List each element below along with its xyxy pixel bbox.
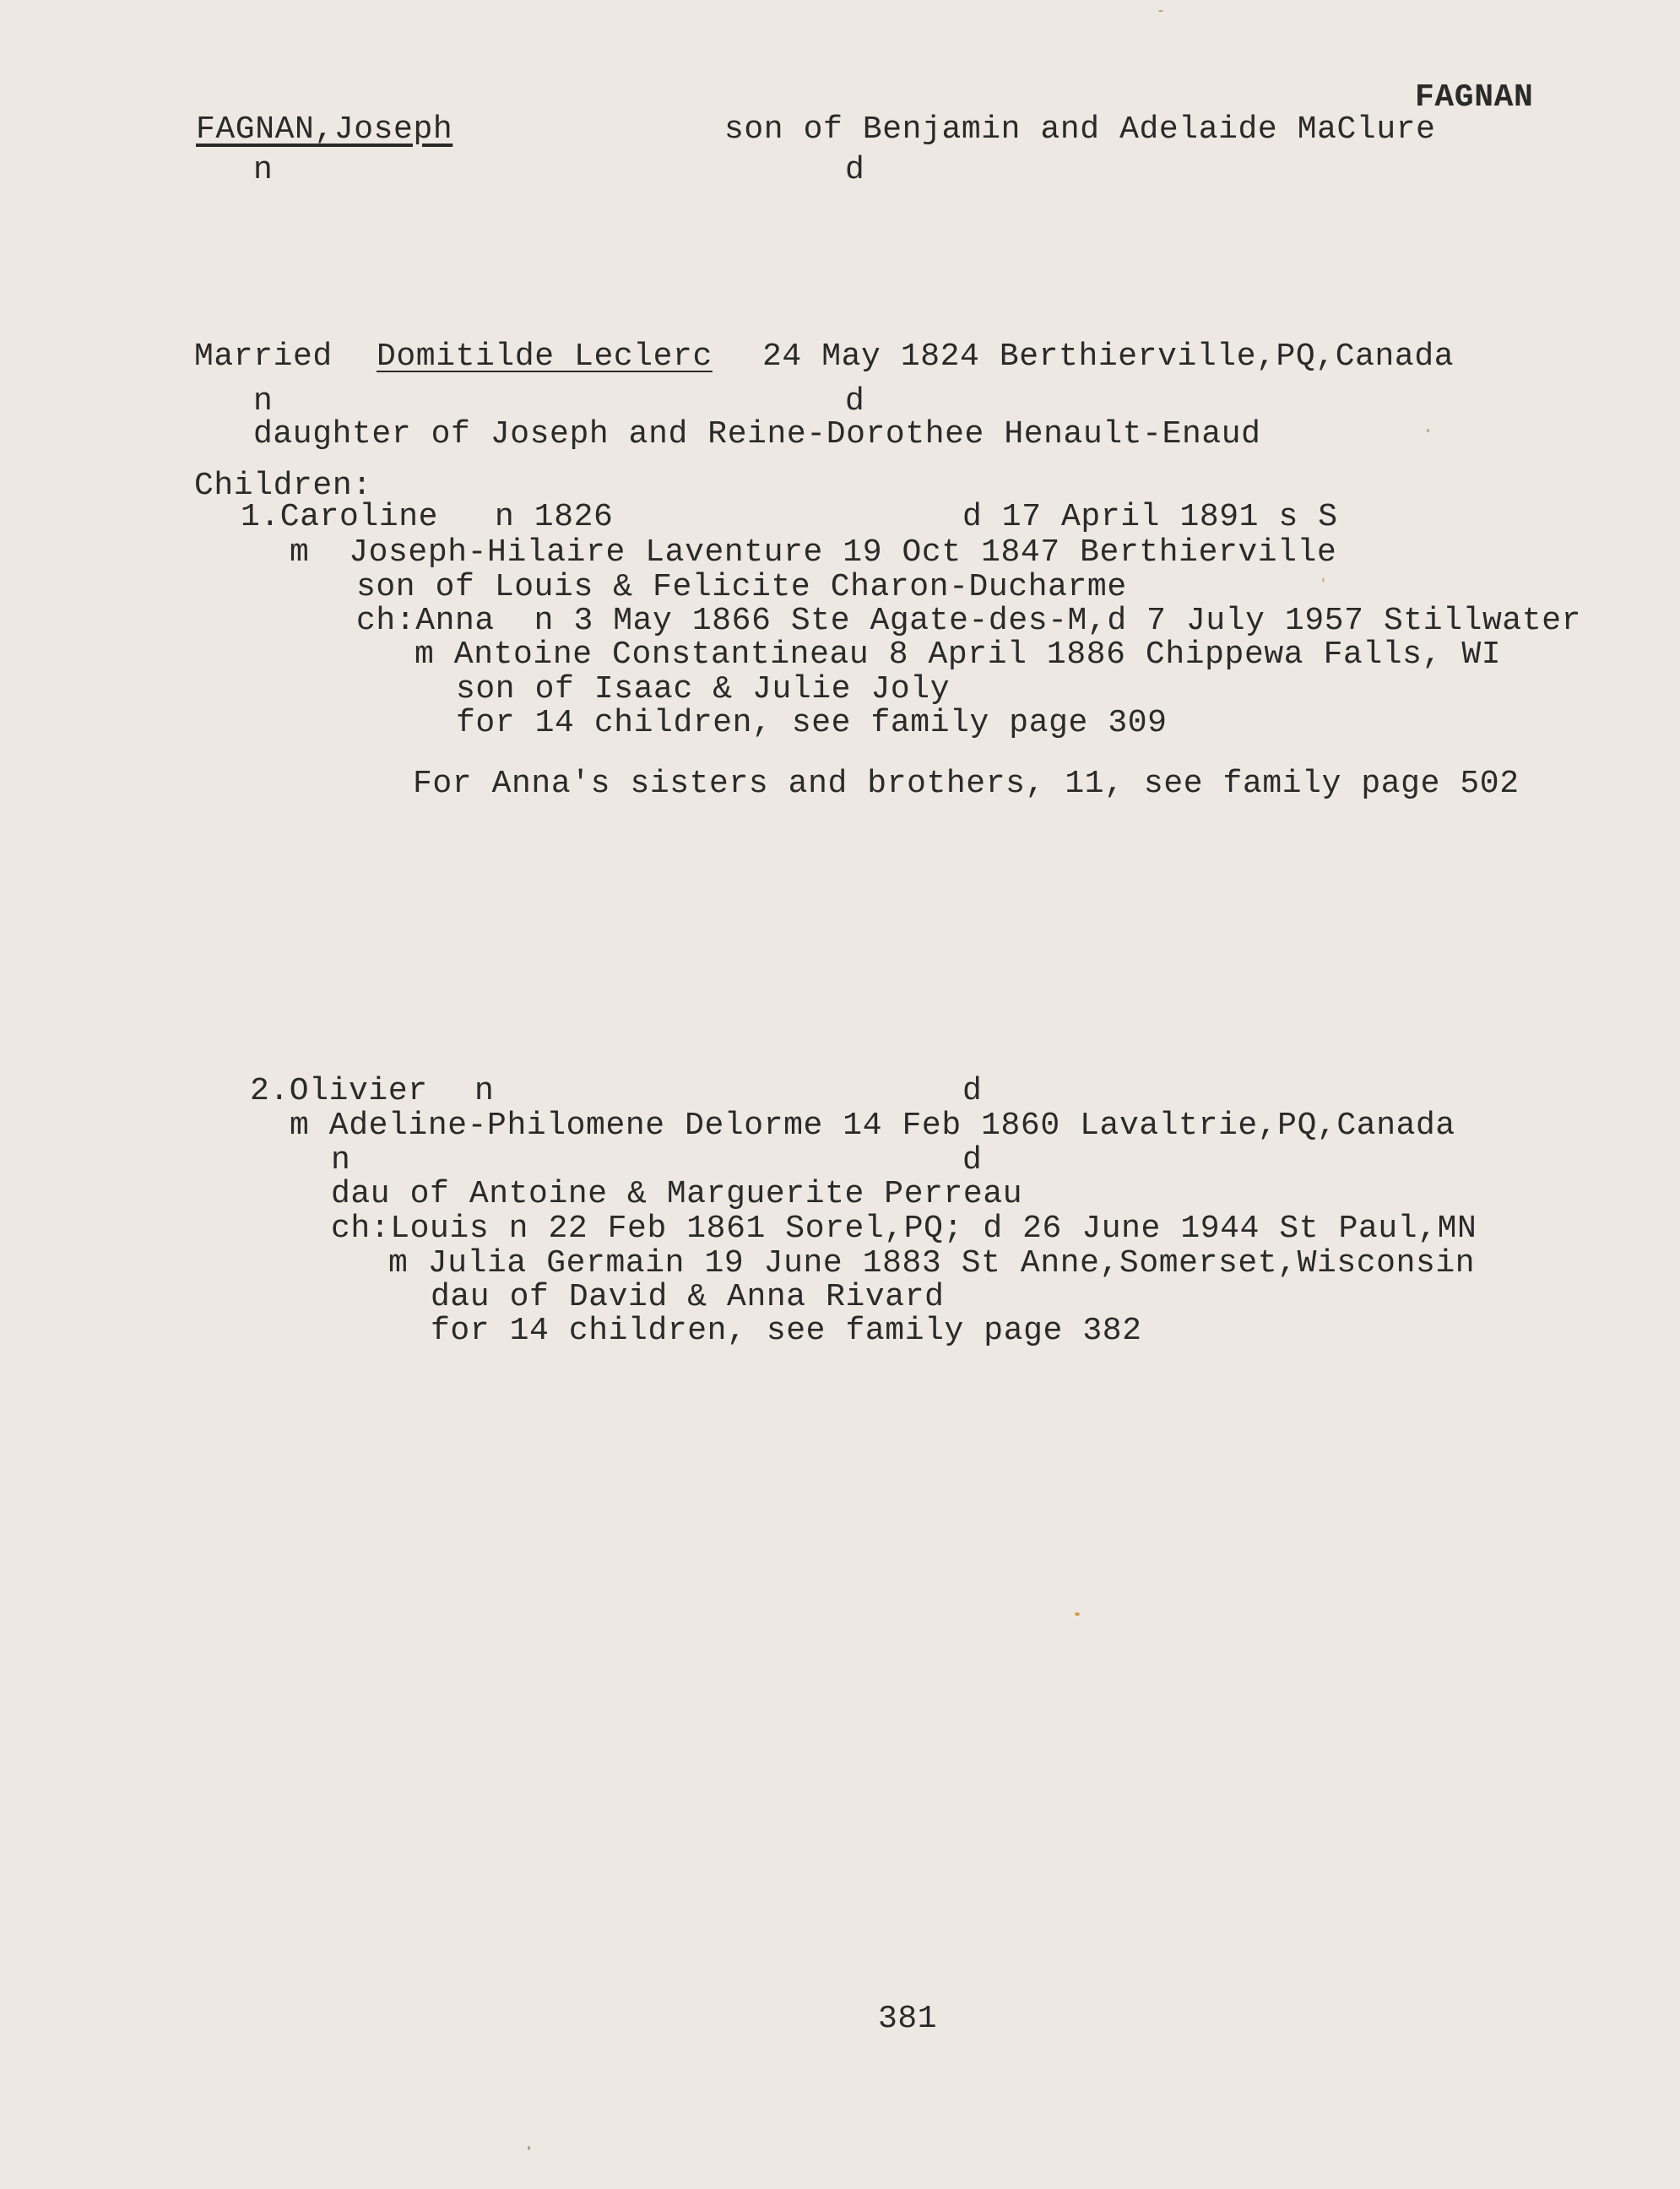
spouse-born-label: n [253,383,274,420]
child2-marriage: m Adeline-Philomene Delorme 14 Feb 1860 Lavaltrie,PQ,Canada [290,1108,1455,1144]
child2-spouse-died-label: d [962,1142,983,1178]
surname-tag: FAGNAN [1415,79,1534,116]
child1-grandchild-spouse-parents: son of Isaac & Julie Joly [456,671,951,707]
subject-name: FAGNAN,Joseph [196,111,453,148]
subject-parents: son of Benjamin and Adelaide MaClure [724,111,1436,148]
married-label: Married [194,339,333,375]
paper-speck [1158,10,1163,12]
child2-grandchild-children: for 14 children, see family page 382 [431,1313,1142,1349]
child1-born: n 1826 [495,499,614,535]
subject-died-label: d [845,152,865,188]
marriage-date-place: 24 May 1824 Berthierville,PQ,Canada [762,339,1455,375]
page-number: 381 [878,2001,938,2037]
paper-speck [1075,1612,1080,1616]
paper-speck [528,2146,530,2150]
paper-speck [1322,577,1325,582]
paper-speck [1427,429,1429,432]
child2-grandchild-marriage: m Julia Germain 19 June 1883 St Anne,Somerset,Wisconsin [388,1245,1476,1281]
spouse-name: Domitilde Leclerc [377,339,713,375]
child2-name: 2.Olivier [250,1073,428,1109]
subject-born-label: n [253,152,274,188]
child1-died: d 17 April 1891 s S [962,499,1338,535]
child1-grandchild-marriage: m Antoine Constantineau 8 April 1886 Chippewa Falls, WI [415,637,1502,673]
child2-born-label: n [474,1073,495,1109]
child2-spouse-parents: dau of Antoine & Marguerite Perreau [331,1176,1023,1212]
child1-siblings-note: For Anna's sisters and brothers, 11, see family page 502 [413,766,1520,802]
child1-grandchild: ch:Anna n 3 May 1866 Ste Agate-des-M,d 7 July 1957 Stillwater [356,603,1582,639]
child2-died-label: d [962,1073,983,1109]
child2-spouse-born-label: n [331,1142,351,1178]
child1-grandchild-children: for 14 children, see family page 309 [456,705,1168,741]
spouse-parents: daughter of Joseph and Reine-Dorothee Henault-Enaud [253,416,1261,452]
child1-name: 1.Caroline [241,499,439,535]
child2-grandchild: ch:Louis n 22 Feb 1861 Sorel,PQ; d 26 June 1944 St Paul,MN [331,1211,1477,1247]
child1-spouse-parents: son of Louis & Felicite Charon-Ducharme [356,569,1127,605]
child1-marriage: m Joseph-Hilaire Laventure 19 Oct 1847 Berthierville [290,534,1337,571]
spouse-died-label: d [845,383,865,420]
children-heading: Children: [194,468,372,504]
child2-grandchild-spouse-parents: dau of David & Anna Rivard [431,1279,945,1315]
